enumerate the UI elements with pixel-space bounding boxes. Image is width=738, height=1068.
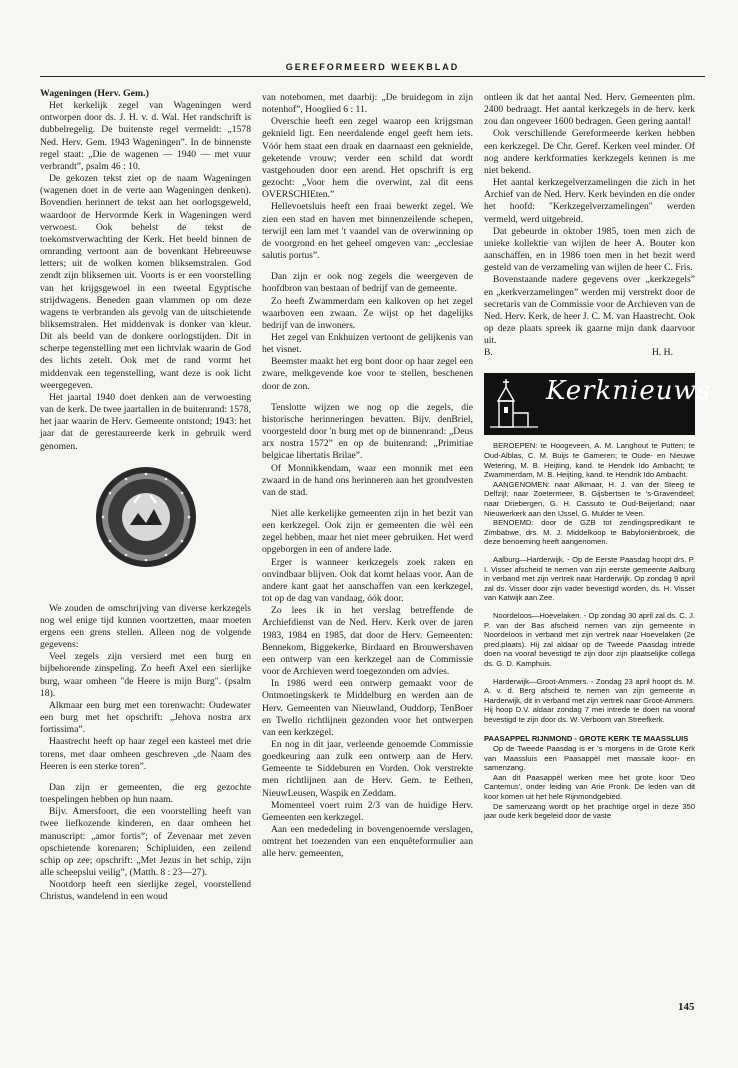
- column-1: [40, 88, 251, 903]
- news-item: BENOEMD: door de GZB tot zendingspredikant te Zimbabwe, drs. M. J. Middelkoop te Babyloniënbroek, die deze benoeming heeft aangenomen.: [484, 518, 695, 547]
- paragraph: De gekozen tekst ziet op de naam Wageningen (wagenen doet in de verte aan Wageningen denken). Bovendien herinnert de tekst aan het oorlogsgeweld, waardoor de Hervormde Kerk in Wageningen werd verwoest. Ook behelst de tekst de toekomstverwachting der Kerk. Het beeld binnen de omranding vertoont aan de bovenkant Hebreeuwse letters; uit de wolken komen bliksemstralen. God zendt zijn bliksemen uit. Voorts is er een voorstelling van het krijgsgewoel in een tweetal Egyptische strijdwagens. Beneden gaan vlammen op om deze wagens te verbranden als gevolg van de uitschietende bliksemstralen. Het middenvak is donker van kleur. Dit als beeld van de donkere oorlogstijden. Dit in scherpe tegenstelling met een lichtvlak waarin de God des lichts zetelt. Ook met de rand vormt het middenvak een tegenstelling, want deze is ook licht weergegeven.: [40, 173, 251, 391]
- column-2: [262, 92, 473, 861]
- column-3: [484, 92, 712, 821]
- paragraph: Erger is wanneer kerkzegels zoek raken en onvindbaar blijven. Ook dat komt helaas voor. Aan de andere kant gaat het aanschaffen van een kerkzegel, tot op de dag van vandaag, óók door.: [262, 556, 473, 605]
- paragraph: Overschie heeft een zegel waarop een krijgsman geknield ligt. Een neerdalende engel geeft hem iets. Vóór hem staat een draak en daarnaast een geknielde, geketende vrouw; verder een schild dat wordt vastgehouden door een arend. Het opschrift is erg gezocht: „Voor hem die overwint, zal dit eens OVERSCHIEten.”: [262, 116, 473, 201]
- church-tower-icon: [484, 373, 544, 435]
- news-section: [484, 441, 695, 820]
- running-header: GEREFORMEERD WEEKBLAD: [285, 62, 460, 72]
- paragraph: van notebomen, met daarbij: „De bruidegom in zijn notenhof”, Hooglied 6 : 11.: [262, 92, 473, 116]
- paragraph: Het zegel van Enkhuizen vertoont de gelijkenis van het visnet.: [262, 331, 473, 356]
- paragraph: Het jaartal 1940 doet denken aan de verwoesting van de kerk. De twee jaartallen in de buitenrand: 1578, het jaar waarin de Herv. Gemeente ontstond; 1943: het jaar dat de gerestaureerde kerk in gebruik werd genomen.: [40, 391, 251, 452]
- paragraph: Zo lees ik in het verslag betreffende de Archiefdienst van de Ned. Herv. Kerk over de jaren 1983, 1984 en 1985, dat door de Herv. Gemeenten: Bennekom, Biggekerke, Birdaard en Brouwershaven een ontwerp van een kerkzegel aan de Commissie voor de Archieven werd toegezonden om advies.: [262, 605, 473, 678]
- page-number: 145: [678, 1001, 695, 1013]
- paragraph: Aan een mededeling in bovengenoemde verslagen, omtrent het toezenden van een enquêteformulier aan alle herv. gemeenten,: [262, 824, 473, 860]
- paragraph: ontleen ik dat het aantal Ned. Herv. Gemeenten plm. 2400 bedraagt. Het aantal kerkzegels in de herv. kerk zou dan ongeveer 1600 bedragen. Geen gering aantal!: [484, 92, 695, 128]
- paragraph: Dan zijn er ook nog zegels die weergeven de hoofdbron van bestaan of bedrijf van de gemeente.: [262, 271, 473, 295]
- paragraph: Hellevoetsluis heeft een fraai bewerkt zegel. We zien een stad en haven met binnenzeilende schepen, terwijl een lam met 't vaandel van de overwinning op de voorgrond en het geheel omgeven van: „ecclesiae salutis portus”.: [262, 201, 473, 262]
- paragraph: Dan zijn er gemeenten, die erg gezochte toespelingen hebben op hun naam.: [40, 781, 251, 806]
- paragraph: En nog in dit jaar, verleende genoemde Commissie goedkeuring aan zulk een ontwerp aan de Herv. Gemeente te Siddeburen en Vorden. Ook verstrekte men richtlijnen aan de Herv. Gem. te Eethen, NieuwLeusen, Waspik en Zeddam.: [262, 738, 473, 799]
- church-seal-image: [94, 465, 198, 569]
- news-item: Harderwijk—Groot-Ammers. - Zondag 23 april hoopt ds. M. A. v. d. Berg afscheid te nemen van zijn gemeente in Harderwijk, dit in verband met zijn vertrek naar Groot-Ammers. Hij hoop D.V. aldaar zondag 7 mei intrede te doen na vooraf bevestigd te zijn door ds. W. Verboom van Streefkerk.: [484, 676, 695, 724]
- paragraph: Alkmaar een burg met een torenwacht: Oudewater een burg met het opschrift: „Jehova nostra arx fortissima”.: [40, 699, 251, 736]
- banner-title: Kerknieuws: [546, 376, 712, 407]
- news-item: Op de Tweede Paasdag is er 's morgens in de Grote Kerk van Maassluis een Paasappèl met massale koor- en samenzang.: [484, 744, 695, 773]
- paragraph: Beemster maakt het erg bont door op haar zegel een zware, melkgevende koe voor te stellen, beschenen door de zon.: [262, 356, 473, 392]
- signature-right: H. H.: [651, 347, 673, 359]
- news-item: AANGENOMEN: naar Alkmaar, H. J. van der Steeg te Delfzijl; naar Zoetermeer, B. Gijsbertsen te 's-Gravendeel; naar Driebergen, G. H. Cassuto te Oud-Beijerland; naar Nieuwerkerk aan den IJssel, G. Mulder te Veen.: [484, 479, 695, 518]
- news-item: Aan dit Paasappèl werken mee het grote koor 'Deo Cantemus', onder leiding van Arie Pronk. De leden van dit koor komen uit het hele Rijnmondgebied.: [484, 772, 695, 802]
- header-rule: [40, 76, 705, 77]
- paragraph: Dat gebeurde in oktober 1985, toen men zich de unieke kollektie van wijlen de heer A. Bouter kon aanschaffen, en in 1986 toen men in het bezit werd gesteld van de verzameling van wijlen de heer C. Fris.: [484, 225, 695, 274]
- paragraph: Tenslotte wijzen we nog op die zegels, die historische herinneringen bevatten. Bijv. denBriel, voorgesteld door 'n burg met op de binnenrand: „Deus arx nostra 1572” en op de buitenrand: „Primitiae belgicae libertatis Brilae”.: [262, 401, 473, 462]
- news-item: BEROEPEN: te Hoogeveen, A. M. Langhout te Putten; te Oud-Alblas, C. M. Buijs te Gameren; te Oude- en Nieuwe Wetering, M. B. Heijting, kand. te Hendrik Ido Ambacht; te Zwammerdam, M. B. Heijting, kand. te Hendrik Ido Ambacht.: [484, 441, 695, 480]
- news-item: De samenzang wordt op het prachtige orgel in deze 350 jaar oude kerk begeleid door de vaste: [484, 801, 695, 821]
- paragraph: Zo heeft Zwammerdam een kalkoven op het zegel waarboven een zwaan. Ze wijst op het dagelijks bedrijf van de inwoners.: [262, 295, 473, 331]
- paragraph: Nootdorp heeft een sierlijke zegel, voorstellend Christus, wandelend in een woud: [40, 879, 251, 903]
- paragraph: Bijv. Amersfoort, die een voorstelling heeft van twee liefkozende kinderen, en daar omheen het manuscript: „amor fortis”; of Zevenaar met zeven opschietende korenaren; Schipluiden, een zeilend schip op zee; opschrift: „Met Jezus in het schip, zijn alle scheepslui veilig”, (Matth. 8 : 23—27).: [40, 806, 251, 878]
- paragraph: Het aantal kerkzegelverzamelingen die zich in het Archief van de Ned. Herv. Kerk bevinden en die onder het hoofd: "Kerkzegelverzamelingen" werden vermeld, werd uitgebreid.: [484, 177, 695, 225]
- signature-left: B.: [484, 347, 493, 359]
- paragraph: Veel zegels zijn versierd met een burg en bijbehorende zinspeling. Zo heeft Axel een sierlijke burg, waar omheen "de Heere is mijn Burg". (psalm 18).: [40, 651, 251, 699]
- kerknieuws-banner: [484, 373, 712, 435]
- news-item: Aalburg—Harderwijk. - Op de Eerste Paasdag hoopt drs. P. I. Visser afscheid te nemen van zijn eerste gemeente Aalburg in verband met zijn vertrek naar Harderwijk. Op zondag 9 april zal ds. Visser door zijn vader bevestigd worden, ds. H. Visser van Katwijk aan Zee.: [484, 554, 695, 603]
- paragraph: Niet alle kerkelijke gemeenten zijn in het bezit van een kerkzegel. Ook zijn er gemeenten die wèl een zegel hebben, maar het niet meer gebruiken. Het werd opgeborgen in een of andere lade.: [262, 508, 473, 556]
- paragraph: Het kerkelijk zegel van Wageningen werd ontworpen door ds. J. H. v. d. Wal. Het randschrift is dubbelregelig. De buitenste regel vermeldt: „1578 Ned. Herv. Gem. 1943 Wageningen”. In de binnenste regel staat: „Die de wagenen — 1940 — met vuur verbrandt”, psalm 46 : 10.: [40, 100, 251, 172]
- paragraph: Haastrecht heeft op haar zegel een kasteel met drie torens, met daar omheen geschreven „de Naam des Heeren is een sterke toren”.: [40, 736, 251, 772]
- paragraph: We zouden de omschrijving van diverse kerkzegels nog wel enige tijd kunnen voortzetten, maar moeten ergens een grens stellen. Alleen nog de volgende gegevens:: [40, 602, 251, 651]
- paragraph: Ook verschillende Gereformeerde kerken hebben een kerkzegel. De Chr. Geref. Kerken veel minder. Of nog andere kerkformaties kerkzegels kennen is me niet bekend.: [484, 128, 695, 176]
- signature: [484, 347, 695, 359]
- paragraph: Bovenstaande nadere gegevens over „kerkzegels” en „kerkverzamelingen” werden mij verstrekt door de secretaris van de Commissie voor de Archieven van de Ned. Herv. Kerk, de heer J. C. M. van Haastrecht. Ook op deze plaats spreek ik gaarne mijn dank daarvoor uit.: [484, 274, 695, 347]
- section-heading-wageningen: Wageningen (Herv. Gem.): [40, 88, 149, 99]
- paragraph: Of Monnikkendam, waar een monnik met een zwaard in de hand ons herinneren aan het grondvesten van de stad.: [262, 462, 473, 498]
- news-item: Noordeloos—Hoevelaken. - Op zondag 30 april zal ds. C. J. P. van der Bas afscheid nemen van zijn gemeente in Noordeloos in verband met zijn vertrek naar Hoevelaken (2e pred.plaats). Hij zal aldaar op de Tweede Paasdag intrede doen na vooraf bevestigd te zijn door zijn plaatselijke collega ds. G. D. Kamphuis.: [484, 610, 695, 668]
- paragraph: Momenteel voert ruim 2/3 van de huidige Herv. Gemeenten een kerkzegel.: [262, 799, 473, 823]
- news-subheading: PAASAPPEL RIJNMOND - GROTE KERK TE MAASSLUIS: [484, 734, 689, 744]
- paragraph: In 1986 werd een ontwerp gemaakt voor de Ontmoetingskerk te Middelburg en werden aan de Herv. Gemeenten van Nieuwland, Ouddorp, TenBoer en Twello richtlijnen gezonden voor het ontwerpen van een kerkzegel.: [262, 678, 473, 738]
